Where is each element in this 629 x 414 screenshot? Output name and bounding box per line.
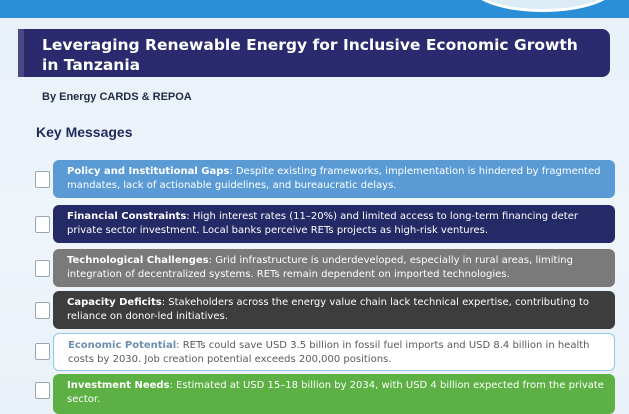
message-text: : Grid infrastructure is underdeveloped, especially in rural areas, limiting integration of decentralized systems. RETs remain dependent on imported technologies.	[67, 255, 573, 280]
key-messages-heading: Key Messages	[36, 124, 133, 140]
checkbox-financial[interactable]	[35, 216, 50, 233]
checkbox-economic[interactable]	[35, 343, 50, 360]
message-text: : Estimated at USD 15–18 billion by 2034, with USD 4 billion expected from the private sector.	[67, 380, 604, 405]
message-label: Economic Potential	[68, 340, 177, 351]
message-financial-constraints	[53, 205, 615, 243]
message-label: Investment Needs	[67, 380, 170, 391]
checkbox-capacity[interactable]	[35, 302, 50, 319]
message-label: Policy and Institutional Gaps	[67, 166, 230, 177]
message-label: Capacity Deficits	[67, 297, 162, 308]
message-text: : High interest rates (11–20%) and limited access to long-term financing deter private sector investment. Local banks perceive RETs projects as high-risk ventures.	[67, 211, 578, 236]
document-title: Leveraging Renewable Energy for Inclusive Economic Growth in Tanzania	[18, 29, 610, 77]
message-investment-needs	[53, 374, 615, 414]
message-capacity-deficits	[53, 291, 615, 329]
author-byline: By Energy CARDS & REPOA	[42, 91, 192, 103]
message-technological-challenges	[53, 249, 615, 287]
message-text: : Despite existing frameworks, implementation is hindered by fragmented mandates, lack of actionable guidelines, and bureaucratic delays.	[67, 166, 601, 191]
checkbox-technological[interactable]	[35, 260, 50, 277]
message-text: : RETs could save USD 3.5 billion in fossil fuel imports and USD 8.4 billion in health costs by 2030. Job creation potential exceeds 200,000 positions.	[68, 340, 590, 365]
message-economic-potential	[53, 333, 615, 371]
message-label: Technological Challenges	[67, 255, 209, 266]
message-text: : Stakeholders across the energy value chain lack technical expertise, contributing to reliance on donor-led initiatives.	[67, 297, 590, 322]
message-policy-gaps	[53, 160, 615, 198]
checkbox-investment[interactable]	[35, 382, 50, 399]
message-label: Financial Constraints	[67, 211, 187, 222]
checkbox-policy[interactable]	[35, 171, 50, 188]
